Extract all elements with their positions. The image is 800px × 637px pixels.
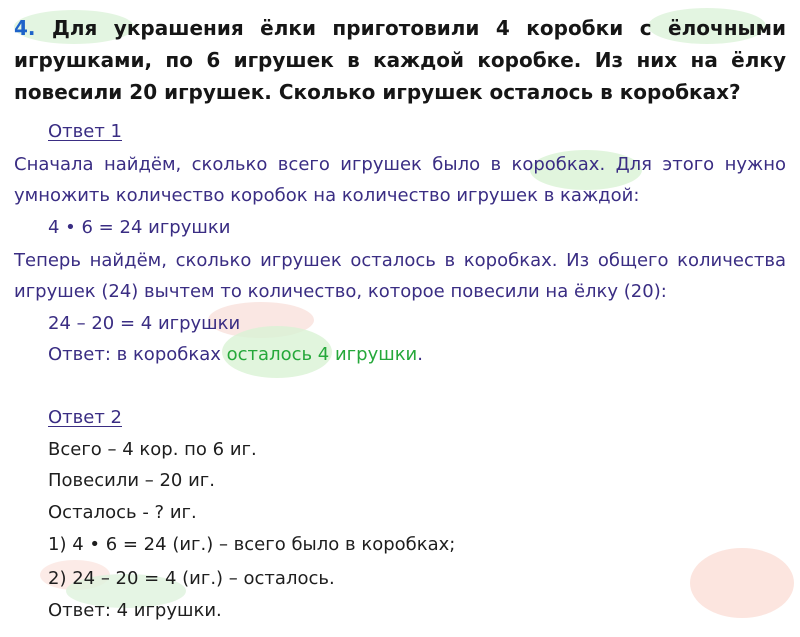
answer1-calc2: 24 – 20 = 4 игрушки bbox=[48, 313, 241, 334]
answer1-line1: Сначала найдём, сколько всего игрушек было в коробках. Для этого нужно bbox=[14, 154, 786, 175]
answer1-line3: Теперь найдём, сколько игрушек осталось в коробках. Из общего количества bbox=[14, 250, 786, 271]
answer2-line2: Повесили – 20 иг. bbox=[48, 470, 215, 491]
answer1-final-highlight: осталось 4 игрушки bbox=[226, 344, 418, 365]
answer2-line6: Ответ: 4 игрушки. bbox=[48, 600, 222, 621]
answer1-line2: умножить количество коробок на количество игрушек в каждой: bbox=[14, 185, 640, 206]
answer1-calc1: 4 • 6 = 24 игрушки bbox=[48, 217, 231, 238]
answer2-line4: 1) 4 • 6 = 24 (иг.) – всего было в коробках; bbox=[48, 534, 456, 555]
answer1-final-prefix: Ответ: в коробках bbox=[48, 344, 227, 365]
watermark-blob bbox=[690, 548, 794, 618]
task-text: Для украшения ёлки приготовили 4 коробки с ёлочными игрушками, по 6 игрушек в каждой коробке. Из них на ёлку повесили 20 игрушек. Сколько игрушек осталось в коробках? bbox=[14, 16, 786, 104]
answer1-heading: Ответ 1 bbox=[48, 121, 122, 142]
answer1-line4: игрушек (24) вычтем то количество, которое повесили на ёлку (20): bbox=[14, 281, 667, 302]
answer2-line5: 2) 24 – 20 = 4 (иг.) – осталось. bbox=[48, 568, 335, 589]
answer2-heading: Ответ 2 bbox=[48, 407, 122, 428]
answer2-line1: Всего – 4 кор. по 6 иг. bbox=[48, 439, 257, 460]
task-statement bbox=[14, 12, 786, 108]
answer2-line3: Осталось - ? иг. bbox=[48, 502, 197, 523]
answer1-final-suffix: . bbox=[417, 344, 423, 365]
answer1-final bbox=[48, 343, 423, 367]
task-number: 4. bbox=[14, 16, 36, 40]
